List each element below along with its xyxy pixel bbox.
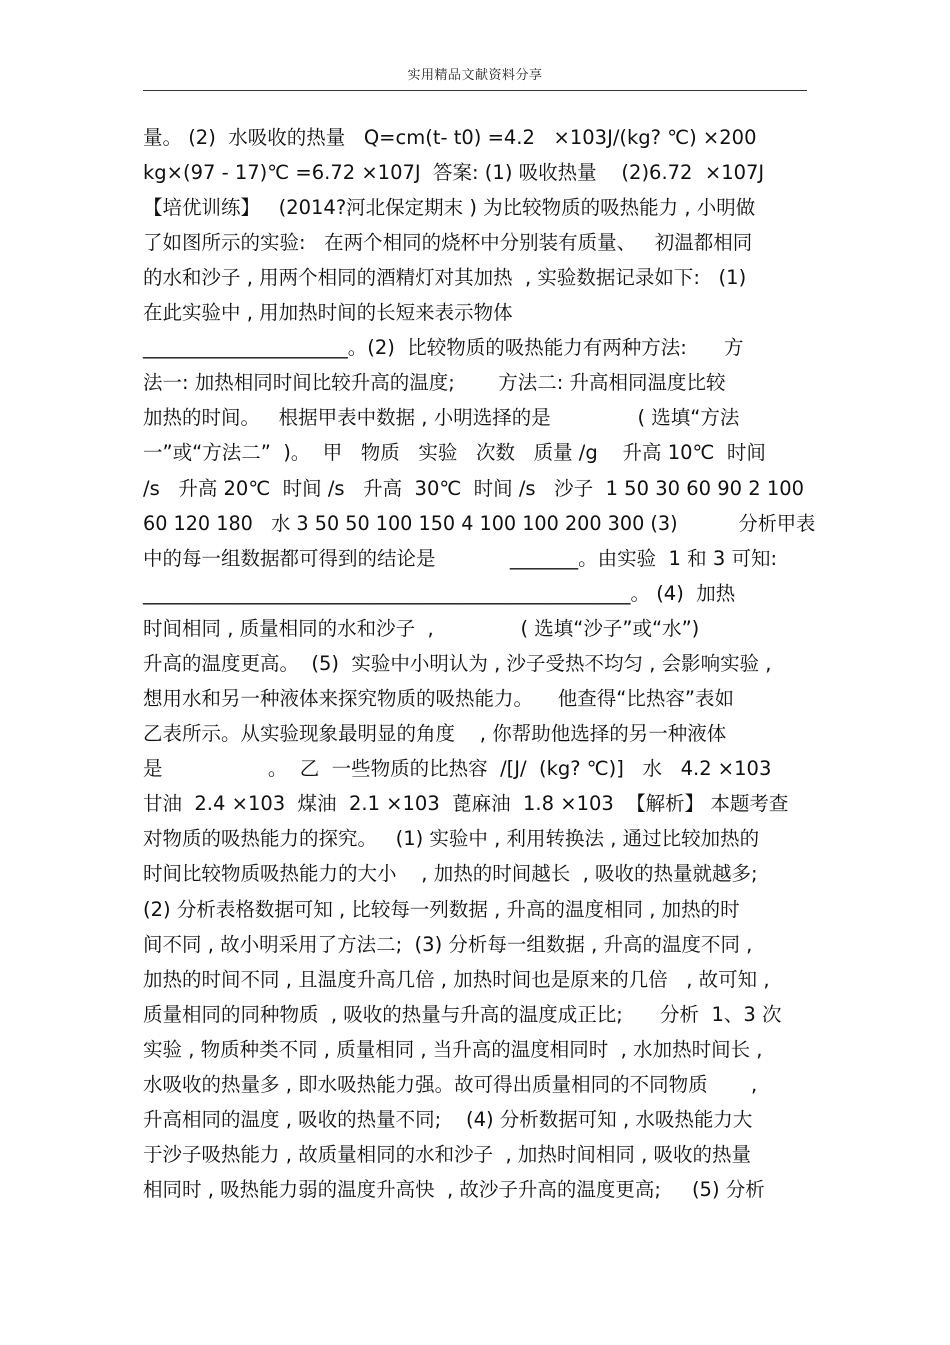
text-line: 在此实验中 , 用加热时间的长短来表示物体 xyxy=(143,301,513,324)
text-line: 量。 (2) 水吸收的热量 Q=cm(t- t0) =4.2 ×103J/(kg? ℃) ×200 xyxy=(143,126,757,149)
text-line: 一”或“方法二” )。 甲 物质 实验 次数 质量 /g 升高 10℃ 时间 xyxy=(143,441,766,464)
text-line: _____________________。(2) 比较物质的吸热能力有两种方法: 方 xyxy=(143,336,744,359)
text-line: 实验 , 物质种类不同 , 质量相同 , 当升高的温度相同时 , 水加热时间长 , xyxy=(143,1038,763,1061)
text-line: 加热的时间。 根据甲表中数据 , 小明选择的是 ( 选填“方法 xyxy=(143,406,740,429)
text-line: 60 120 180 水 3 50 50 100 150 4 100 100 200 300 (3) 分析甲表 xyxy=(143,512,816,535)
text-line: 质量相同的同种物质 , 吸收的热量与升高的温度成正比; 分析 1、3 次 xyxy=(143,1003,782,1026)
text-line: kg×(97 - 17)℃ =6.72 ×107J 答案: (1) 吸收热量 (2)6.72 ×107J xyxy=(143,161,765,184)
page-header-title: 实用精品文献资料分享 xyxy=(407,68,543,83)
text-line: 了如图所示的实验: 在两个相同的烧杯中分别装有质量、 初温都相同 xyxy=(143,231,753,254)
text-line: (2) 分析表格数据可知 , 比较每一列数据 , 升高的温度相同 , 加热的时 xyxy=(143,898,740,921)
text-line: 升高的温度更高。 (5) 实验中小明认为 , 沙子受热不均匀 , 会影响实验 , xyxy=(143,652,772,675)
text-line: /s 升高 20℃ 时间 /s 升高 30℃ 时间 /s 沙子 1 50 30 60 90 2 100 xyxy=(143,477,805,500)
text-line: __________________________________________________。 (4) 加热 xyxy=(143,582,736,605)
text-line: 的水和沙子 , 用两个相同的酒精灯对其加热 , 实验数据记录如下: (1) xyxy=(143,266,747,289)
text-line: 对物质的吸热能力的探究。 (1) 实验中 , 利用转换法 , 通过比较加热的 xyxy=(143,827,760,850)
text-line: 甘油 2.4 ×103 煤油 2.1 ×103 蓖麻油 1.8 ×103 【解析】 本题考查 xyxy=(143,792,789,815)
text-line: 升高相同的温度 , 吸收的热量不同; (4) 分析数据可知 , 水吸热能力大 xyxy=(143,1108,753,1131)
text-line: 水吸收的热量多 , 即水吸热能力强。故可得出质量相同的不同物质 , xyxy=(143,1073,758,1096)
text-line: 时间相同 , 质量相同的水和沙子 , ( 选填“沙子”或“水”) xyxy=(143,617,700,640)
text-line: 法一: 加热相同时间比较升高的温度; 方法二: 升高相同温度比较 xyxy=(143,371,726,394)
text-line: 【培优训练】 (2014?河北保定期末 ) 为比较物质的吸热能力 , 小明做 xyxy=(143,196,756,219)
text-line: 间不同 , 故小明采用了方法二; (3) 分析每一组数据 , 升高的温度不同 , xyxy=(143,933,753,956)
text-line: 加热的时间不同 , 且温度升高几倍 , 加热时间也是原来的几倍 , 故可知 , xyxy=(143,968,770,991)
text-line: 乙表所示。从实验现象最明显的角度 , 你帮助他选择的另一种液体 xyxy=(143,722,727,745)
text-line: 时间比较物质吸热能力的大小 , 加热的时间越长 , 吸收的热量就越多; xyxy=(143,862,758,885)
text-line: 相同时 , 吸热能力弱的温度升高快 , 故沙子升高的温度更高; (5) 分析 xyxy=(143,1178,765,1201)
text-line: 想用水和另一种液体来探究物质的吸热能力。 他查得“比热容”表如 xyxy=(143,687,734,710)
text-line: 于沙子吸热能力 , 故质量相同的水和沙子 , 加热时间相同 , 吸收的热量 xyxy=(143,1143,751,1166)
text-line: 是 。 乙 一些物质的比热容 /[J/ (kg? ℃)] 水 4.2 ×103 xyxy=(143,757,772,780)
text-line: 中的每一组数据都可得到的结论是 _______。由实验 1 和 3 可知: xyxy=(143,547,778,570)
